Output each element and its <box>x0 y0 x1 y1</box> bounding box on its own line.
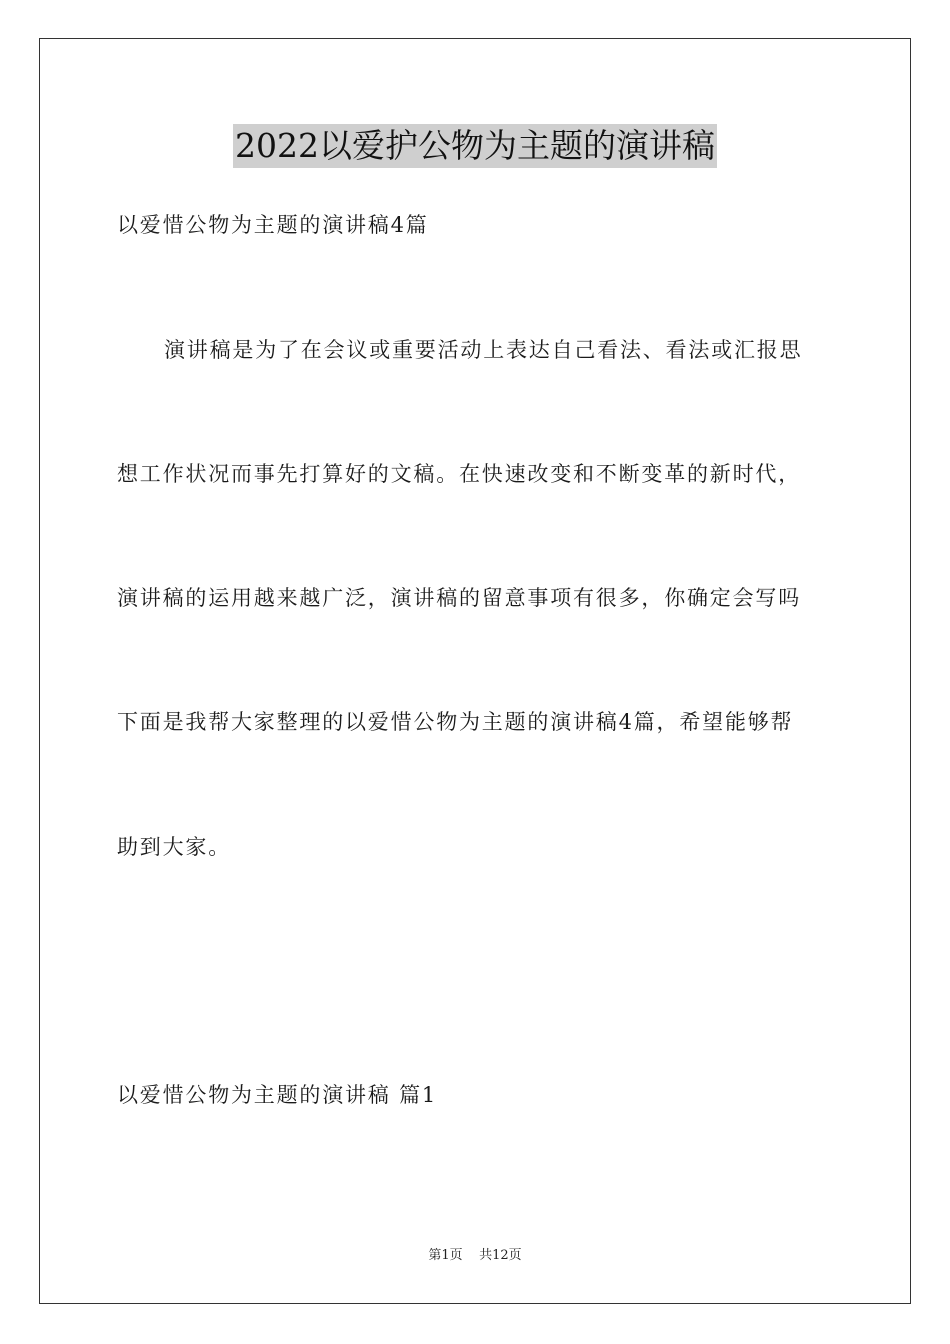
title-container <box>0 124 950 168</box>
page-footer <box>0 1248 950 1264</box>
section-heading: 以爱惜公物为主题的演讲稿 篇1 <box>117 1083 438 1107</box>
paragraph-line-2: 想工作状况而事先打算好的文稿。在快速改变和不断变革的新时代， <box>117 462 801 486</box>
document-subtitle: 以爱惜公物为主题的演讲稿4篇 <box>117 213 429 237</box>
paragraph-line-1: 演讲稿是为了在会议或重要活动上表达自己看法、看法或汇报思 <box>164 338 803 362</box>
paragraph-line-3: 演讲稿的运用越来越广泛，演讲稿的留意事项有很多，你确定会写吗 <box>117 586 801 610</box>
document-title: 2022以爱护公物为主题的演讲稿 <box>233 124 717 168</box>
page-number: 第1页 <box>428 1248 463 1263</box>
paragraph-line-5: 助到大家。 <box>117 835 231 859</box>
page-total: 共12页 <box>479 1248 522 1263</box>
paragraph-line-4: 下面是我帮大家整理的以爱惜公物为主题的演讲稿4篇，希望能够帮 <box>117 710 794 734</box>
